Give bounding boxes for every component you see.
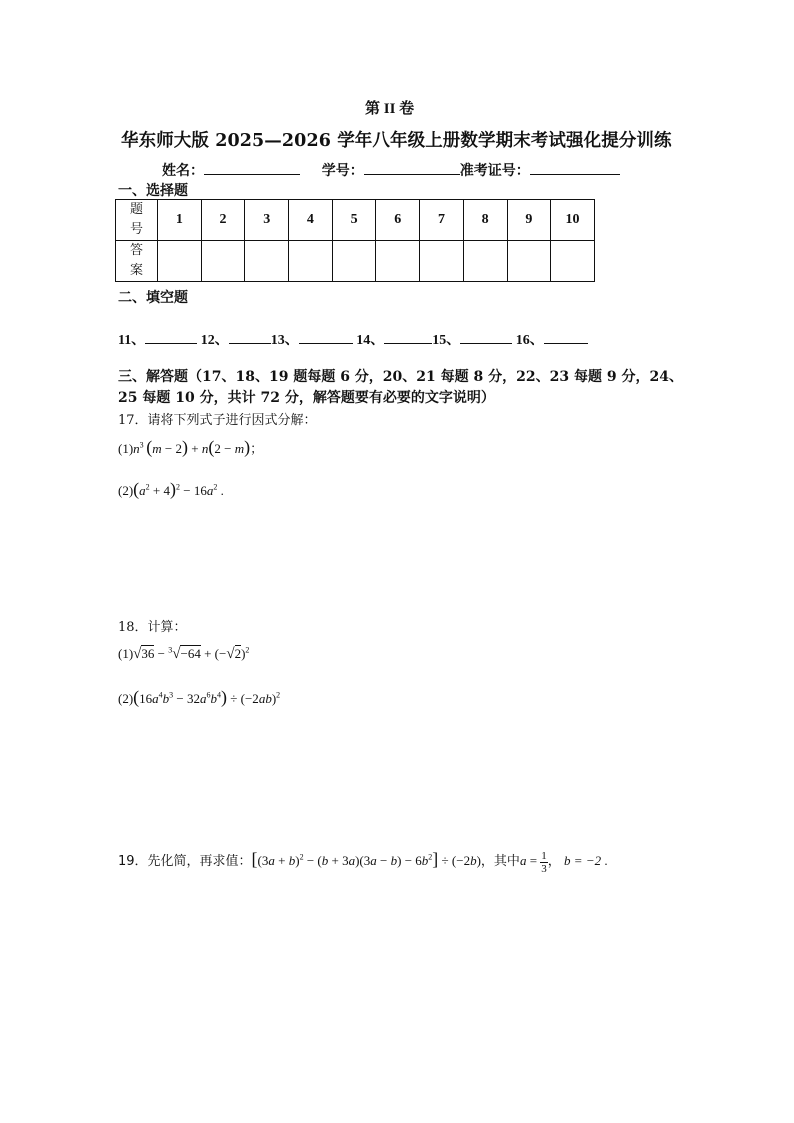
q19-condition: ，其中 xyxy=(480,854,520,869)
question-number-cell: 1 xyxy=(158,200,202,241)
question-number-cell: 10 xyxy=(551,200,595,241)
answer-cell[interactable] xyxy=(551,241,595,282)
question-number-cell: 4 xyxy=(289,200,333,241)
student-number-label: 学号： xyxy=(321,163,364,179)
name-field[interactable] xyxy=(204,162,300,175)
question-number-cell: 9 xyxy=(507,200,551,241)
blank-11[interactable] xyxy=(145,331,197,344)
name-label: 姓名： xyxy=(162,163,204,179)
row-header-question: 题 号 xyxy=(116,200,158,241)
question-number-cell: 8 xyxy=(463,200,507,241)
question-number-cell: 7 xyxy=(420,200,464,241)
answer-cell[interactable] xyxy=(332,241,376,282)
a-fraction: $\frac{1}{3}$ xyxy=(541,849,547,875)
section3-heading-line2: 25 每题 10 分，共计 72 分，解答题要有必要的文字说明） xyxy=(118,390,495,406)
blank-14[interactable] xyxy=(384,331,432,344)
fill-blank-row xyxy=(118,329,588,349)
blank-label-15: 15、 xyxy=(432,333,461,348)
question-number-row xyxy=(116,200,595,241)
blank-label-11: 11、 xyxy=(118,333,146,348)
answer-cell[interactable] xyxy=(201,241,245,282)
answer-cell[interactable] xyxy=(289,241,333,282)
question-number-cell: 5 xyxy=(332,200,376,241)
q19: 19．先化简，再求值：$[(3a + b)^2 - (b + 3a)(3a - b) - 6b^2] \div (-2b)$，其中a = $\frac{1}{3}$ ， b = −2 . xyxy=(118,849,608,875)
q17-part1: $(1)n^3$ (m − 2) + n(2 − m)； xyxy=(118,437,264,457)
blank-15[interactable] xyxy=(460,331,512,344)
answer-cell[interactable] xyxy=(376,241,420,282)
blank-label-14: 14、 xyxy=(356,333,385,348)
q19-stem: 19．先化简，再求值： xyxy=(118,854,252,869)
answer-cell[interactable] xyxy=(420,241,464,282)
row-header-answer: 答 案 xyxy=(116,241,158,282)
answer-table xyxy=(115,199,595,282)
b-value: b = −2 xyxy=(564,853,602,868)
page-title: 华东师大版 2025—2026 学年八年级上册数学期末考试强化提分训练 xyxy=(121,131,672,151)
q18-part1: $(1)√36 - ^3√-64 + (-√2)^2$ xyxy=(118,645,250,662)
answer-cell[interactable] xyxy=(158,241,202,282)
section1-heading: 一、选择题 xyxy=(118,183,188,199)
answer-cell[interactable] xyxy=(507,241,551,282)
answer-row xyxy=(116,241,595,282)
student-number-field[interactable] xyxy=(364,162,460,175)
student-info-row xyxy=(162,160,620,180)
answer-cell[interactable] xyxy=(463,241,507,282)
q17-part2: $(2)(a^2 + 4)^2 - 16a^2$ . xyxy=(118,479,224,499)
question-number-cell: 6 xyxy=(376,200,420,241)
section2-heading: 二、填空题 xyxy=(118,290,188,306)
volume-label: 第 II 卷 xyxy=(365,101,415,117)
question-number-cell: 3 xyxy=(245,200,289,241)
blank-16[interactable] xyxy=(544,331,588,344)
q17-stem: 17．请将下列式子进行因式分解： xyxy=(118,413,317,428)
blank-12[interactable] xyxy=(229,331,271,344)
blank-13[interactable] xyxy=(299,331,353,344)
question-number-cell: 2 xyxy=(201,200,245,241)
exam-id-field[interactable] xyxy=(530,162,620,175)
blank-label-16: 16、 xyxy=(515,333,544,348)
blank-label-12: 12、 xyxy=(200,333,229,348)
q18-part2: $(2)(16a^4b^3 - 32a^6b^4) \div (-2ab)^2$ xyxy=(118,687,281,707)
answer-cell[interactable] xyxy=(245,241,289,282)
q18-stem: 18．计算： xyxy=(118,620,187,635)
exam-id-label: 准考证号： xyxy=(459,163,530,179)
blank-label-13: 13、 xyxy=(270,333,299,348)
section3-heading-line1: 三、解答题（17、18、19 题每题 6 分，20、21 每题 8 分，22、23 每题 9 分，24、 xyxy=(118,369,683,385)
